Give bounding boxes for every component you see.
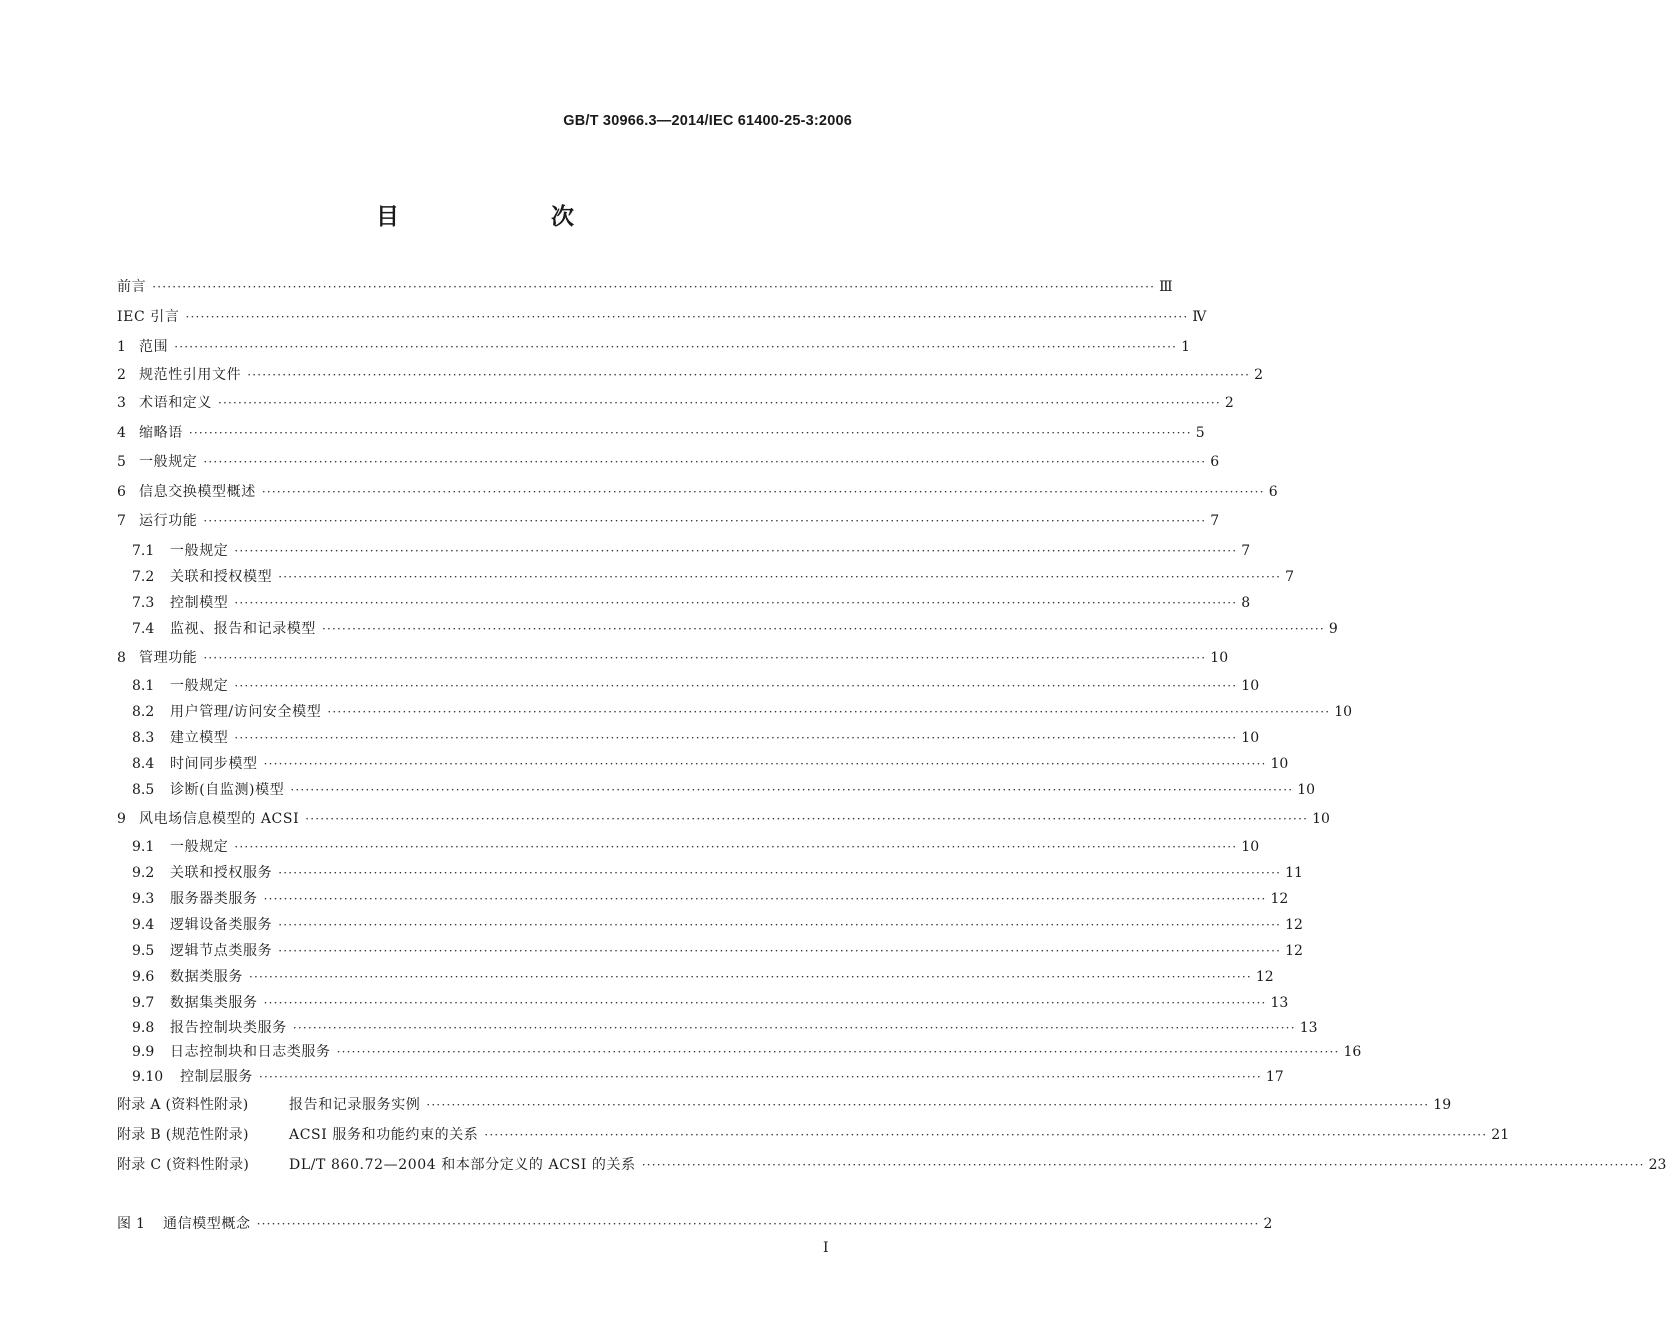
toc-entry-title: 通信模型概念	[163, 1216, 251, 1232]
toc-entry-title: 一般规定	[139, 454, 198, 470]
toc-entry-title: 控制模型	[170, 595, 229, 611]
dot-leader: ········································································································································································································	[249, 970, 1252, 984]
dot-leader: ········································································································································································································	[203, 514, 1207, 528]
toc-entry-title: IEC 引言	[117, 309, 180, 325]
toc-entry-number: 6	[117, 484, 126, 500]
toc-entry-page: 10	[1297, 782, 1316, 798]
toc-entry-page: 7	[1210, 513, 1220, 529]
toc-entry-number: 1	[117, 339, 126, 355]
dot-leader: ········································································································································································································	[234, 679, 1238, 693]
toc-entry-number: 9.5	[132, 943, 155, 959]
toc-entry-page: 17	[1265, 1069, 1284, 1085]
toc-entry[interactable]	[0, 1152, 1666, 1174]
toc-entry-page: 5	[1195, 425, 1205, 441]
toc-entry[interactable]	[0, 886, 1289, 908]
toc-entry-page: 2	[1263, 1216, 1273, 1232]
toc-entry[interactable]	[0, 1039, 1362, 1061]
toc-entry[interactable]	[0, 390, 1234, 412]
toc-entry[interactable]	[0, 564, 1295, 586]
toc-entry[interactable]	[0, 990, 1289, 1012]
toc-entry-page: 9	[1328, 621, 1338, 637]
dot-leader: ········································································································································································································	[203, 455, 1207, 469]
dot-leader: ········································································································································································································	[174, 340, 1178, 354]
toc-entry[interactable]	[0, 420, 1205, 442]
toc-entry-page: Ⅳ	[1192, 309, 1207, 325]
toc-entry[interactable]	[0, 538, 1251, 560]
toc-entry[interactable]	[0, 274, 1173, 296]
toc-entry-page: 2	[1254, 367, 1264, 383]
toc-entry[interactable]	[0, 725, 1260, 747]
dot-leader: ········································································································································································································	[261, 485, 1265, 499]
toc-entry-title: 逻辑节点类服务	[170, 943, 273, 959]
toc-entry-title: 控制层服务	[180, 1069, 253, 1085]
toc-entry-title: 监视、报告和记录模型	[170, 621, 316, 637]
dot-leader: ········································································································································································································	[322, 622, 1325, 636]
dot-leader: ········································································································································································································	[218, 396, 1221, 410]
toc-entry[interactable]	[0, 1092, 1452, 1114]
toc-entry-number: 4	[117, 425, 126, 441]
toc-entry-title: 缩略语	[139, 425, 183, 441]
toc-entry-title: 关联和授权服务	[170, 865, 273, 881]
toc-entry-title: 一般规定	[170, 839, 229, 855]
toc-entry-page: 6	[1210, 454, 1220, 470]
dot-leader: ········································································································································································································	[327, 705, 1331, 719]
toc-entry-number: 8	[117, 650, 126, 666]
toc-entry-number: 图 1	[117, 1216, 146, 1232]
toc-entry[interactable]	[0, 590, 1251, 612]
toc-entry[interactable]	[0, 508, 1220, 530]
toc-entry-title: 一般规定	[170, 678, 229, 694]
toc-entry-title: ACSI 服务和功能约束的关系	[289, 1127, 479, 1143]
dot-leader: ········································································································································································································	[426, 1098, 1430, 1112]
toc-entry-title: 逻辑设备类服务	[170, 917, 273, 933]
toc-entry[interactable]	[0, 1122, 1510, 1144]
toc-entry-page: 10	[1241, 839, 1260, 855]
toc-entry-title: 运行功能	[139, 513, 198, 529]
toc-entry-page: 13	[1270, 995, 1289, 1011]
toc-entry-number: 9.2	[132, 865, 155, 881]
dot-leader: ········································································································································································································	[263, 892, 1267, 906]
toc-entry-page: 13	[1299, 1020, 1318, 1036]
toc-entry-number: 8.1	[132, 678, 155, 694]
toc-entry-number: 9.10	[132, 1069, 164, 1085]
toc-entry[interactable]	[0, 699, 1353, 721]
toc-entry[interactable]	[0, 806, 1330, 828]
page-folio: I	[823, 1240, 829, 1256]
dot-leader: ········································································································································································································	[336, 1045, 1340, 1059]
toc-entry-page: Ⅲ	[1159, 279, 1173, 295]
toc-entry-title: 前言	[117, 279, 147, 295]
dot-leader: ········································································································································································································	[259, 1070, 1262, 1084]
dot-leader: ········································································································································································································	[278, 944, 1282, 958]
toc-title: 目 次	[375, 204, 622, 230]
standard-code: GB/T 30966.3—2014/IEC 61400-25-3:2006	[563, 113, 852, 129]
toc-entry-number: 8.5	[132, 782, 155, 798]
toc-entry-number: 9.3	[132, 891, 155, 907]
toc-entry-number: 8.4	[132, 756, 155, 772]
toc-entry-number: 9.1	[132, 839, 155, 855]
toc-entry-number: 9.8	[132, 1020, 155, 1036]
toc-entry-title: 术语和定义	[139, 395, 212, 411]
dot-leader: ········································································································································································································	[263, 757, 1267, 771]
toc-entry-number: 8.2	[132, 704, 155, 720]
toc-entry-title: 建立模型	[170, 730, 229, 746]
toc-entry-page: 1	[1181, 339, 1191, 355]
toc-entry-title: 时间同步模型	[170, 756, 258, 772]
toc-entry-number: 7.4	[132, 621, 155, 637]
toc-entry-title: DL/T 860.72—2004 和本部分定义的 ACSI 的关系	[289, 1157, 636, 1173]
toc-entry-title: 信息交换模型概述	[139, 484, 256, 500]
toc-entry-number: 附录 C (资料性附录)	[117, 1157, 250, 1173]
dot-leader: ········································································································································································································	[152, 280, 1156, 294]
toc-entry-page: 2	[1224, 395, 1234, 411]
toc-entry-number: 7.3	[132, 595, 155, 611]
toc-entry-number: 2	[117, 367, 126, 383]
toc-entry[interactable]	[0, 304, 1207, 326]
toc-entry-number: 7.2	[132, 569, 155, 585]
dot-leader: ········································································································································································································	[188, 426, 1192, 440]
toc-entry-title: 日志控制块和日志类服务	[170, 1044, 331, 1060]
toc-entry-page: 12	[1270, 891, 1289, 907]
toc-entry-page: 10	[1241, 730, 1260, 746]
toc-entry-page: 7	[1241, 543, 1251, 559]
dot-leader: ········································································································································································································	[263, 996, 1267, 1010]
toc-entry[interactable]	[0, 645, 1229, 667]
toc-entry-title: 报告控制块类服务	[170, 1020, 287, 1036]
toc-entry[interactable]	[0, 834, 1260, 856]
toc-entry[interactable]	[0, 751, 1289, 773]
toc-entry-page: 21	[1491, 1127, 1510, 1143]
dot-leader: ········································································································································································································	[278, 866, 1282, 880]
toc-entry[interactable]	[0, 479, 1278, 501]
toc-entry-page: 6	[1268, 484, 1278, 500]
toc-entry-page: 12	[1255, 969, 1274, 985]
toc-entry-title: 关联和授权模型	[170, 569, 273, 585]
toc-entry[interactable]	[0, 938, 1303, 960]
toc-entry-page: 12	[1285, 917, 1303, 933]
toc-entry-number: 附录 B (规范性附录)	[117, 1127, 249, 1143]
toc-entry[interactable]	[0, 334, 1191, 356]
toc-entry-page: 10	[1334, 704, 1353, 720]
toc-entry-page: 12	[1285, 943, 1303, 959]
toc-entry-number: 3	[117, 395, 126, 411]
toc-entry-title: 一般规定	[170, 543, 229, 559]
dot-leader: ········································································································································································································	[256, 1217, 1260, 1231]
dot-leader: ········································································································································································································	[185, 310, 1189, 324]
toc-entry-page: 10	[1270, 756, 1289, 772]
toc-entry-title: 管理功能	[139, 650, 198, 666]
dot-leader: ········································································································································································································	[641, 1158, 1645, 1172]
toc-entry-title: 风电场信息模型的 ACSI	[139, 811, 300, 827]
toc-entry-number: 9.9	[132, 1044, 155, 1060]
toc-entry[interactable]	[0, 673, 1260, 695]
toc-entry[interactable]	[0, 616, 1338, 638]
toc-entry-page: 10	[1312, 811, 1330, 827]
toc-entry[interactable]	[0, 1064, 1284, 1086]
toc-entry[interactable]	[0, 777, 1316, 799]
toc-entry-page: 8	[1241, 595, 1251, 611]
toc-entry-page: 10	[1210, 650, 1229, 666]
dot-leader: ········································································································································································································	[203, 651, 1207, 665]
toc-entry-page: 23	[1648, 1157, 1666, 1173]
toc-entry-number: 9	[117, 811, 126, 827]
toc-entry[interactable]	[0, 860, 1303, 882]
dot-leader: ········································································································································································································	[292, 1021, 1296, 1035]
toc-entry-number: 5	[117, 454, 126, 470]
dot-leader: ········································································································································································································	[305, 812, 1309, 826]
toc-entry-title: 规范性引用文件	[139, 367, 242, 383]
toc-entry[interactable]	[0, 362, 1264, 384]
dot-leader: ········································································································································································································	[247, 368, 1251, 382]
dot-leader: ········································································································································································································	[278, 918, 1282, 932]
toc-entry-title: 范围	[139, 339, 169, 355]
toc-entry-number: 附录 A (资料性附录)	[117, 1097, 249, 1113]
toc-entry-title: 报告和记录服务实例	[289, 1097, 421, 1113]
toc-entry-number: 9.4	[132, 917, 155, 933]
toc-entry-page: 16	[1343, 1044, 1362, 1060]
toc-entry-page: 19	[1433, 1097, 1452, 1113]
toc-entry[interactable]	[0, 912, 1303, 934]
toc-entry-title: 数据类服务	[170, 969, 243, 985]
toc-entry[interactable]	[0, 1211, 1273, 1233]
dot-leader: ········································································································································································································	[290, 783, 1294, 797]
toc-entry-title: 用户管理/访问安全模型	[170, 704, 322, 720]
toc-entry-page: 7	[1285, 569, 1295, 585]
toc-entry-title: 诊断(自监测)模型	[170, 782, 285, 798]
dot-leader: ········································································································································································································	[234, 840, 1238, 854]
dot-leader: ········································································································································································································	[278, 570, 1282, 584]
toc-entry[interactable]	[0, 1015, 1318, 1037]
toc-entry[interactable]	[0, 964, 1274, 986]
toc-entry-title: 服务器类服务	[170, 891, 258, 907]
toc-entry-number: 7.1	[132, 543, 155, 559]
toc-entry-number: 8.3	[132, 730, 155, 746]
dot-leader: ········································································································································································································	[484, 1128, 1488, 1142]
dot-leader: ········································································································································································································	[234, 596, 1238, 610]
toc-entry-number: 9.6	[132, 969, 155, 985]
toc-entry-number: 9.7	[132, 995, 155, 1011]
toc-entry-page: 10	[1241, 678, 1260, 694]
dot-leader: ········································································································································································································	[234, 544, 1238, 558]
toc-entry-title: 数据集类服务	[170, 995, 258, 1011]
toc-entry[interactable]	[0, 449, 1220, 471]
toc-entry-number: 7	[117, 513, 126, 529]
toc-entry-page: 11	[1285, 865, 1303, 881]
dot-leader: ········································································································································································································	[234, 731, 1238, 745]
